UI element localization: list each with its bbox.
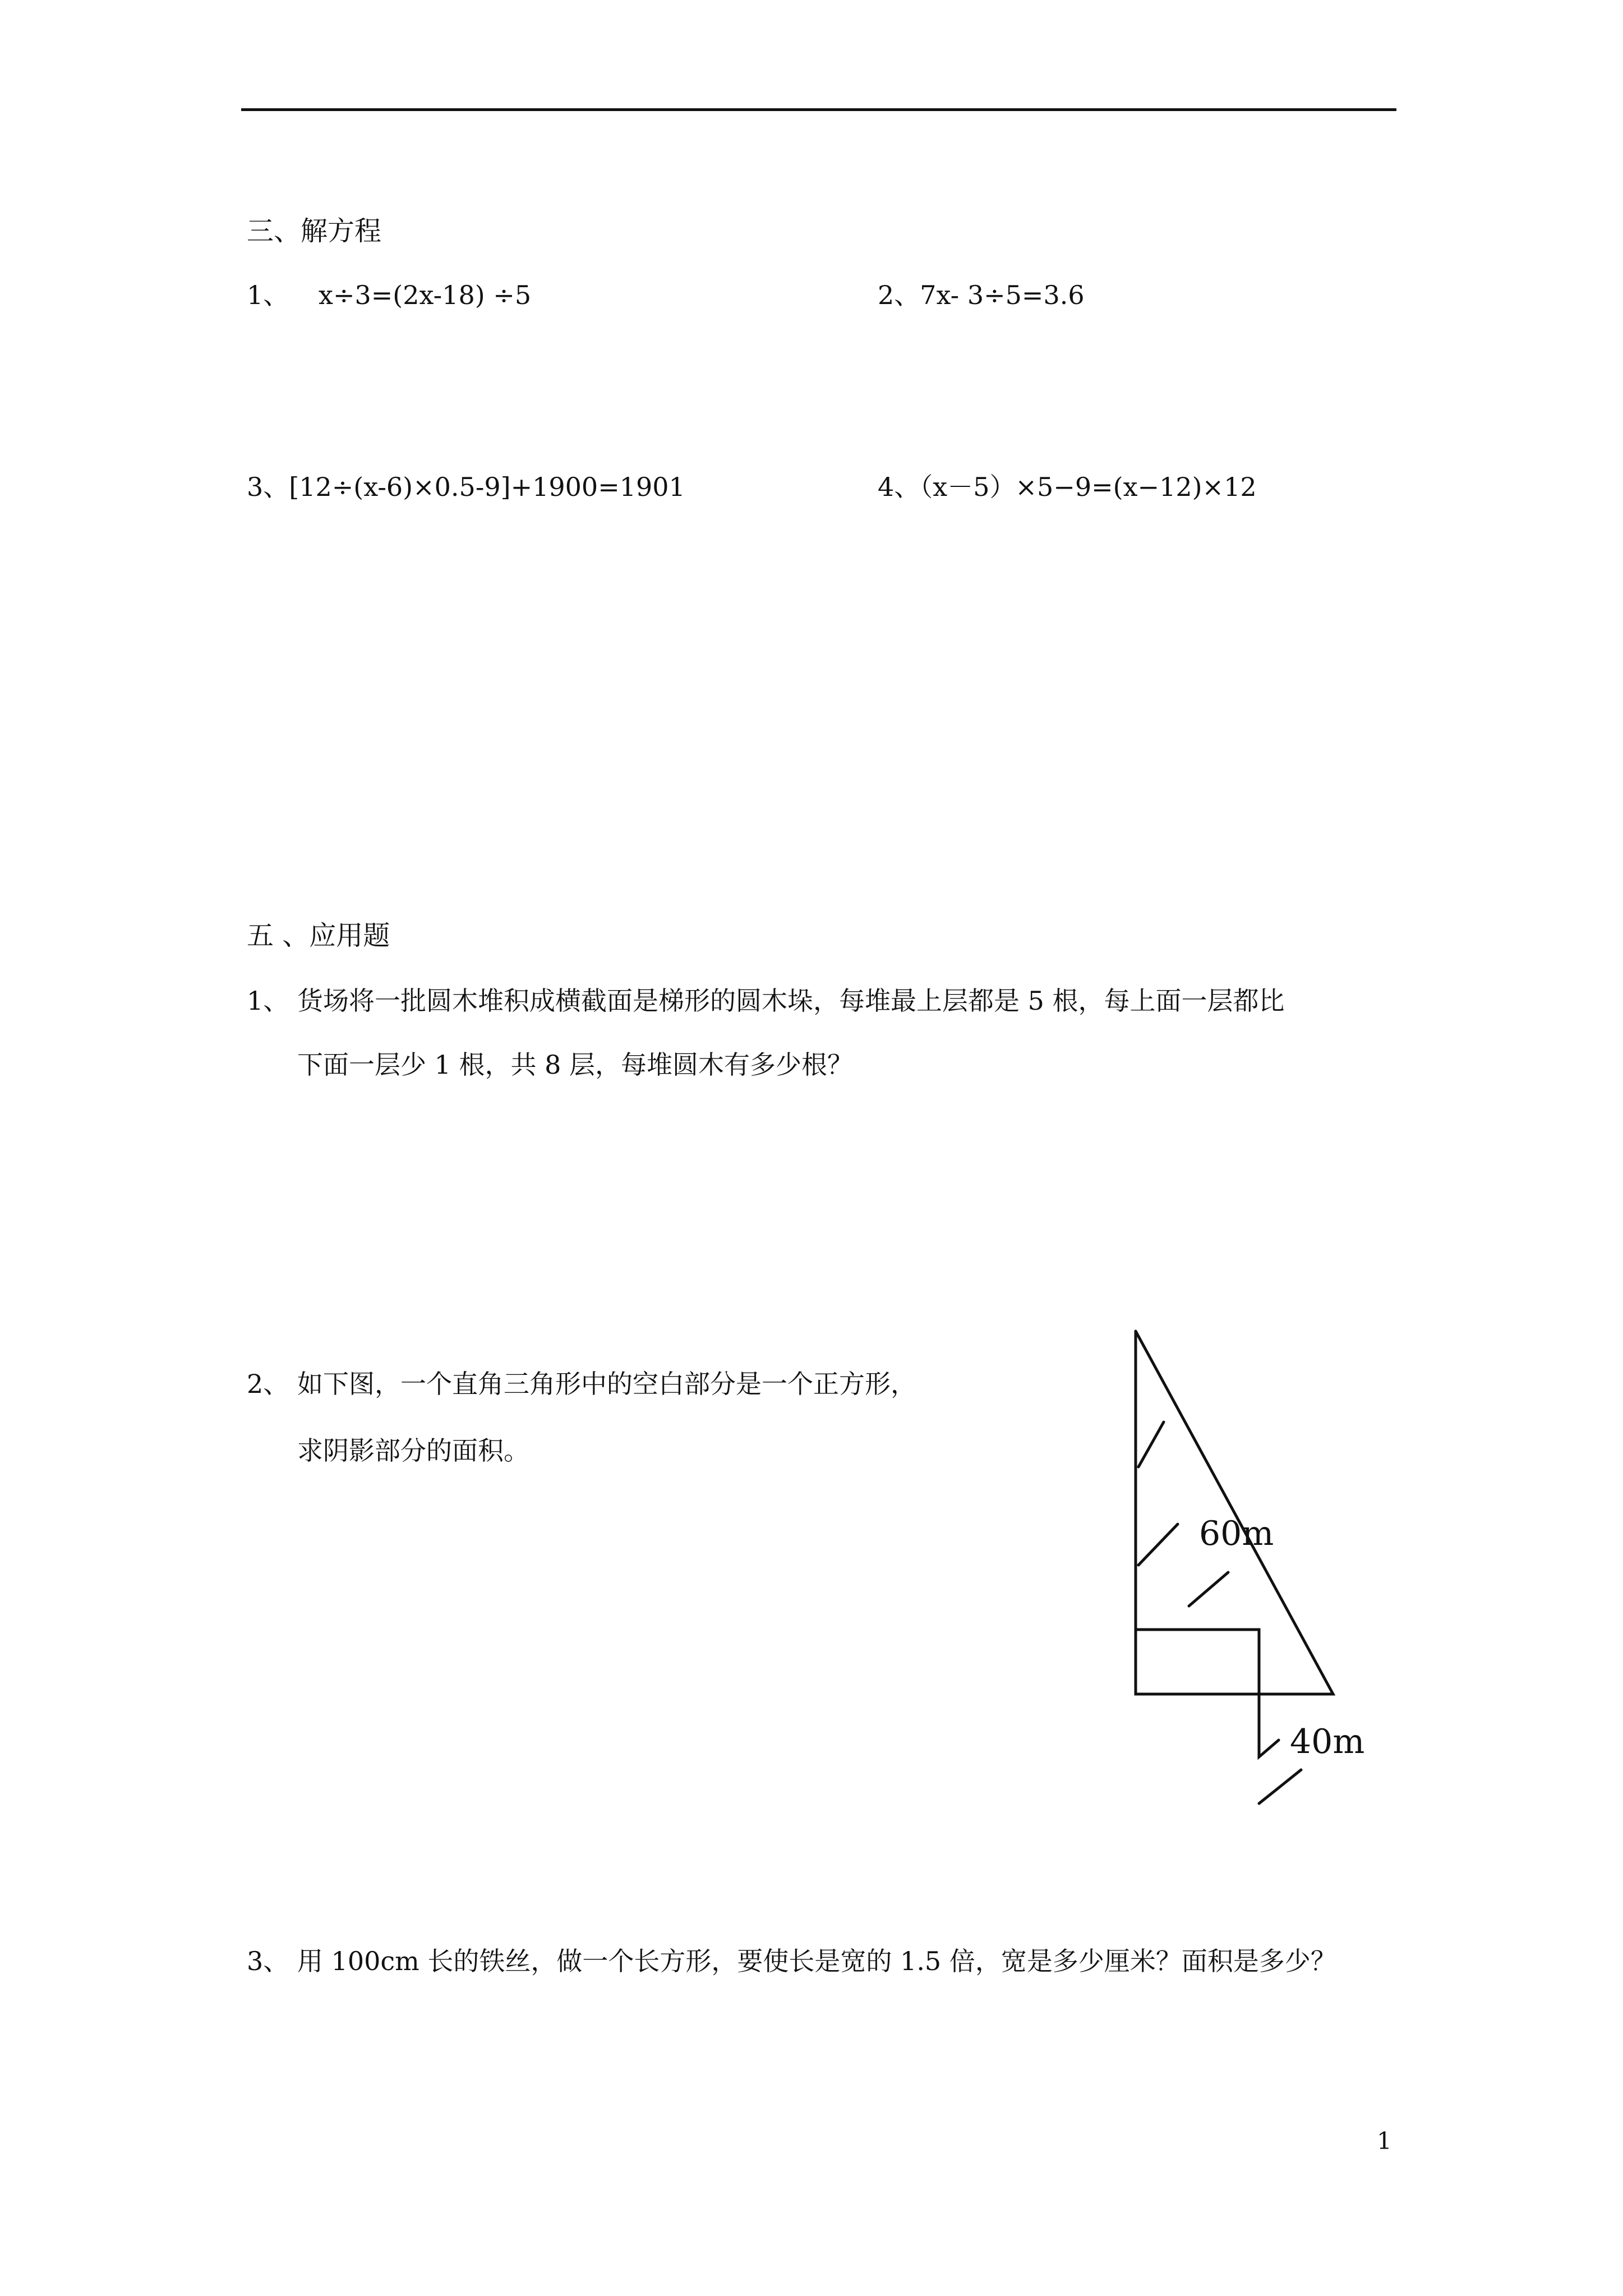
problem-3-number: 3、 bbox=[247, 1946, 289, 1976]
hatch-mark bbox=[1138, 1524, 1178, 1565]
equation-4: 4、（x－5）×5−9=(x−12)×12 bbox=[878, 472, 1257, 502]
label-40m: 40m bbox=[1290, 1722, 1365, 1761]
problem-3: 用 100cm 长的铁丝，做一个长方形，要使长是宽的 1.5 倍，宽是多少厘米？面积是多少？ bbox=[297, 1946, 1336, 1976]
hatch-mark bbox=[1259, 1770, 1301, 1803]
problem-2-number: 2、 bbox=[247, 1369, 289, 1399]
equation-3: 3、[12÷(x-6)×0.5-9]+1900=1901 bbox=[247, 472, 685, 502]
square-outline bbox=[1136, 1630, 1259, 1694]
equation-2: 2、7x- 3÷5=3.6 bbox=[878, 280, 1085, 310]
label-60m: 60m bbox=[1199, 1514, 1274, 1553]
leader-line bbox=[1259, 1694, 1279, 1757]
triangle-outline bbox=[1136, 1331, 1333, 1694]
section-heading-equations: 三、解方程 bbox=[247, 215, 382, 247]
equation-1: x÷3=(2x-18) ÷5 bbox=[319, 280, 532, 310]
problem-1-line-1: 货场将一批圆木堆积成横截面是梯形的圆木垛，每堆最上层都是 5 根，每上面一层都比 bbox=[297, 986, 1285, 1016]
hatch-mark bbox=[1189, 1572, 1228, 1606]
problem-2-line-2: 求阴影部分的面积。 bbox=[297, 1435, 529, 1466]
section-heading-word-problems: 五 、应用题 bbox=[247, 920, 390, 951]
problem-1-line-2: 下面一层少 1 根，共 8 层，每堆圆木有多少根？ bbox=[297, 1050, 854, 1080]
triangle-square-figure bbox=[1110, 1318, 1402, 1823]
equation-1-number: 1、 bbox=[247, 280, 289, 310]
hatch-mark bbox=[1138, 1422, 1164, 1467]
problem-2-line-1: 如下图，一个直角三角形中的空白部分是一个正方形， bbox=[297, 1369, 916, 1399]
problem-1-number: 1、 bbox=[247, 986, 289, 1016]
page-number: 1 bbox=[1377, 2127, 1392, 2155]
header-rule bbox=[241, 108, 1396, 111]
